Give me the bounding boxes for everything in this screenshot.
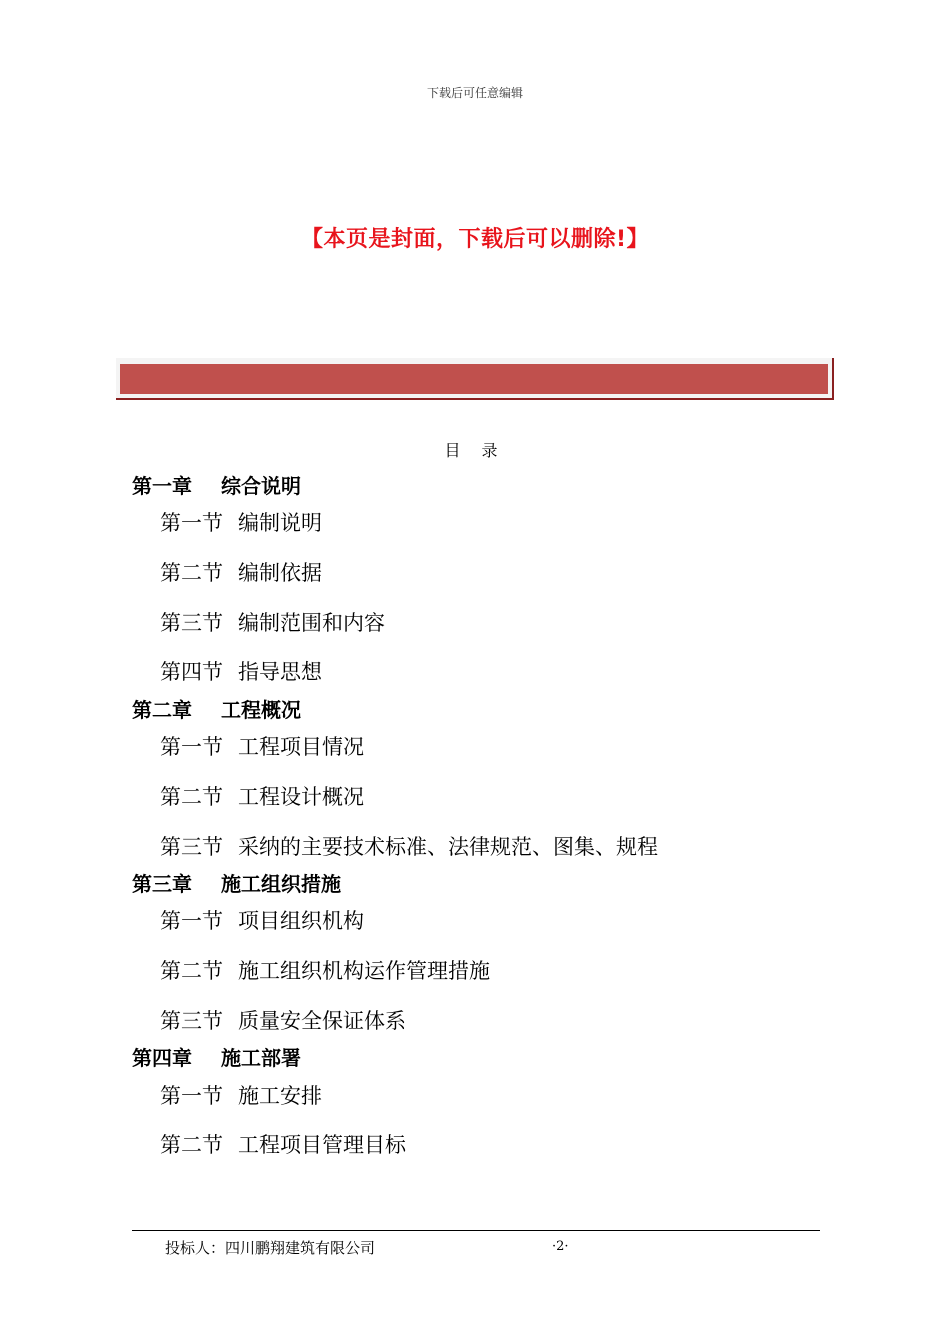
toc-section[interactable]: [160, 1005, 406, 1035]
cover-notice: 【本页是封面，下载后可以删除!】: [300, 227, 650, 252]
chapter-number: 第四章: [132, 1046, 192, 1070]
chapter-number: 第一章: [132, 474, 192, 498]
toc-chapter[interactable]: [132, 868, 341, 897]
section-title: 采纳的主要技术标准、法律规范、图集、规程: [238, 835, 658, 859]
toc-section[interactable]: [160, 607, 385, 637]
section-number: 第三节: [160, 1009, 223, 1033]
section-number: 第四节: [160, 660, 223, 684]
chapter-number: 第二章: [132, 698, 192, 722]
footer-bidder: 投标人：四川鹏翔建筑有限公司: [165, 1239, 376, 1257]
section-title: 编制范围和内容: [238, 611, 385, 635]
section-number: 第一节: [160, 735, 223, 759]
toc-section[interactable]: [160, 955, 490, 985]
section-number: 第一节: [160, 909, 223, 933]
toc-section[interactable]: [160, 905, 364, 935]
section-title: 工程项目管理目标: [238, 1133, 406, 1157]
section-number: 第二节: [160, 1133, 223, 1157]
footer-divider: [132, 1230, 820, 1231]
chapter-title: 综合说明: [221, 474, 301, 498]
section-number: 第一节: [160, 511, 223, 535]
section-number: 第三节: [160, 835, 223, 859]
section-title: 质量安全保证体系: [238, 1009, 406, 1033]
section-number: 第二节: [160, 561, 223, 585]
section-title: 项目组织机构: [238, 909, 364, 933]
chapter-title: 施工部署: [221, 1046, 301, 1070]
toc-section[interactable]: [160, 1129, 406, 1159]
toc-chapter[interactable]: [132, 694, 301, 723]
page-number: ·2·: [552, 1239, 569, 1254]
toc-title: 目 录: [444, 441, 506, 460]
section-number: 第二节: [160, 785, 223, 809]
header-note: 下载后可任意编辑: [426, 86, 523, 100]
section-title: 施工安排: [238, 1084, 322, 1108]
section-number: 第一节: [160, 1084, 223, 1108]
toc-section[interactable]: [160, 557, 322, 587]
section-title: 施工组织机构运作管理措施: [238, 959, 490, 983]
chapter-number: 第三章: [132, 872, 192, 896]
section-title: 指导思想: [238, 660, 322, 684]
section-title: 工程项目情况: [238, 735, 364, 759]
banner-bar: [120, 364, 828, 394]
toc-section[interactable]: [160, 781, 364, 811]
toc-section[interactable]: [160, 731, 364, 761]
section-number: 第三节: [160, 611, 223, 635]
toc-chapter[interactable]: [132, 1042, 301, 1071]
section-title: 编制依据: [238, 561, 322, 585]
toc-section[interactable]: [160, 1080, 322, 1110]
section-number: 第二节: [160, 959, 223, 983]
section-title: 编制说明: [238, 511, 322, 535]
toc-section[interactable]: [160, 656, 322, 686]
toc-section[interactable]: [160, 507, 322, 537]
toc-section[interactable]: [160, 831, 658, 861]
toc-chapter[interactable]: [132, 470, 301, 499]
chapter-title: 施工组织措施: [221, 872, 341, 896]
chapter-title: 工程概况: [221, 698, 301, 722]
section-title: 工程设计概况: [238, 785, 364, 809]
